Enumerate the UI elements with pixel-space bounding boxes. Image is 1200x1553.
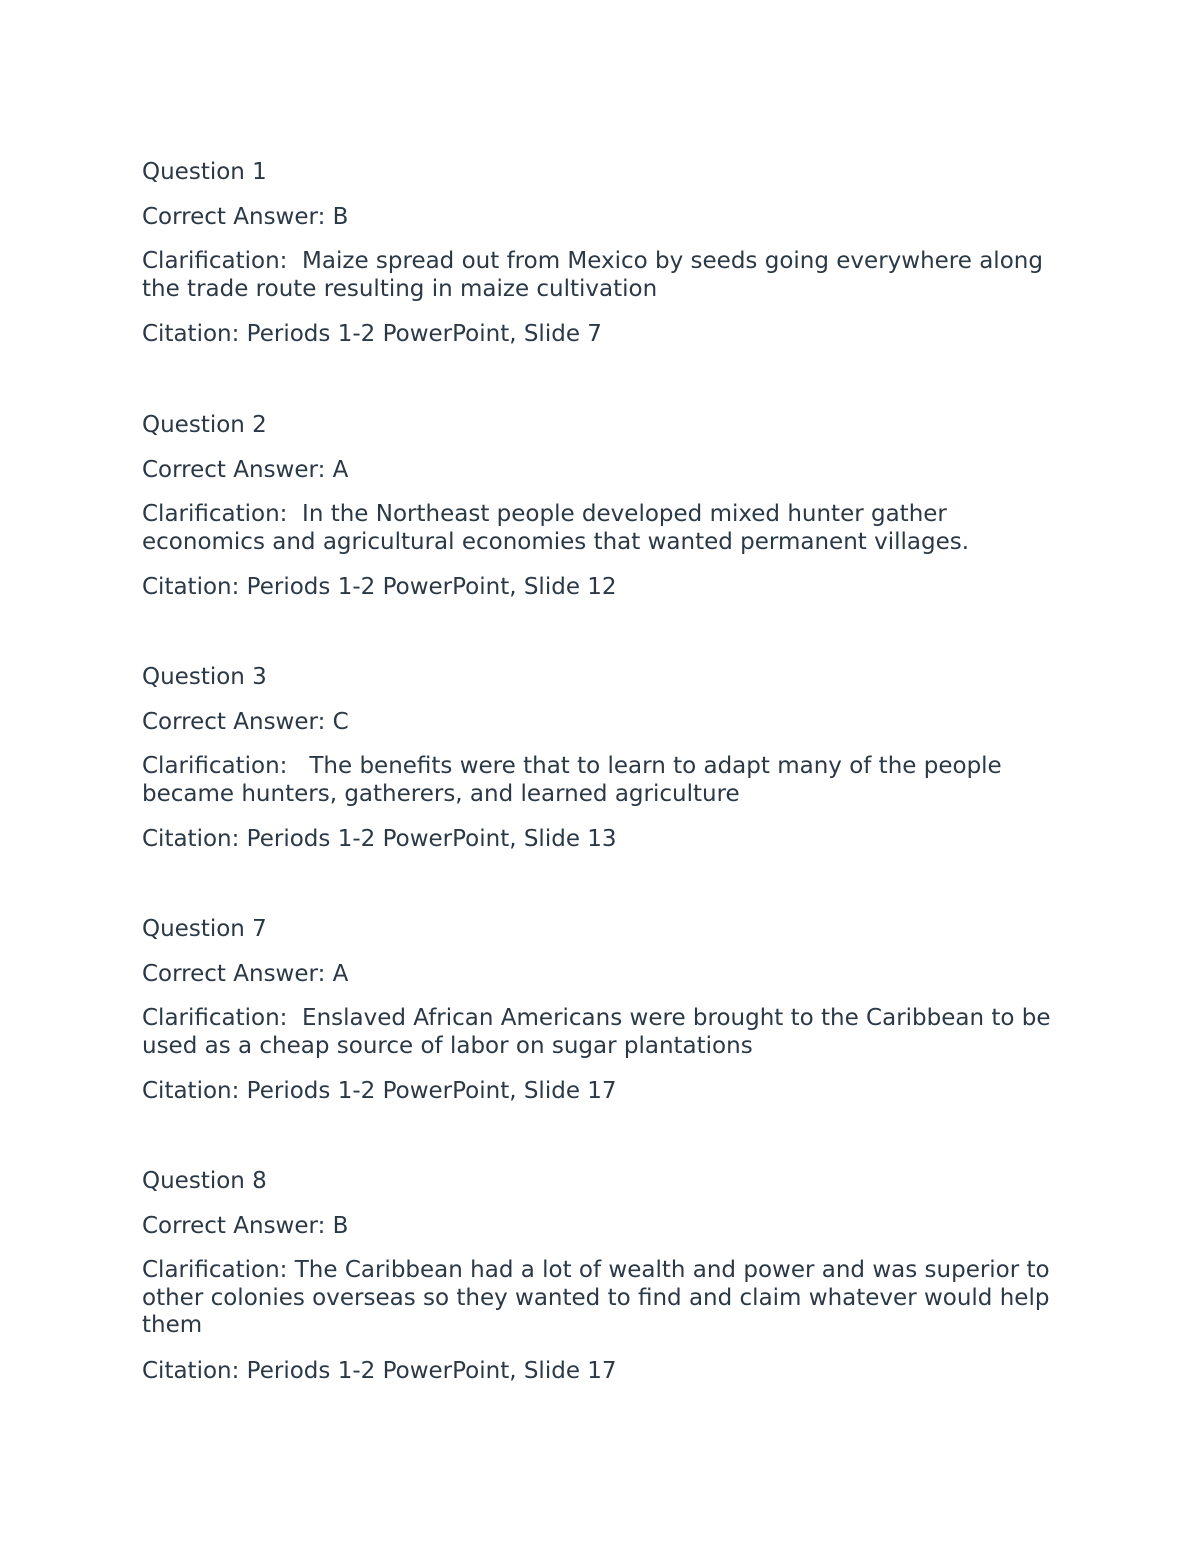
correct-answer: Correct Answer: B [142, 1213, 349, 1239]
correct-answer: Correct Answer: A [142, 457, 349, 483]
citation-text: Citation: Periods 1-2 PowerPoint, Slide 13 [142, 826, 617, 852]
clarification-text: Clarification: Maize spread out from Mexico by seeds going everywhere along the trade route resulting in maize cultivation [142, 248, 1051, 302]
clarification-text: Clarification: In the Northeast people developed mixed hunter gather economics and agricultural economies that wanted permanent villages. [142, 501, 970, 555]
citation-text: Citation: Periods 1-2 PowerPoint, Slide 12 [142, 574, 617, 600]
correct-answer: Correct Answer: C [142, 709, 349, 735]
question-heading: Question 8 [142, 1168, 267, 1194]
citation-text: Citation: Periods 1-2 PowerPoint, Slide 17 [142, 1078, 617, 1104]
clarification-text: Clarification: The Caribbean had a lot of wealth and power and was superior to other colonies overseas so they wanted to find and claim whatever would help them [142, 1257, 1057, 1338]
question-heading: Question 3 [142, 664, 267, 690]
clarification-text: Clarification: Enslaved African Americans were brought to the Caribbean to be used as a cheap source of labor on sugar plantations [142, 1005, 1058, 1059]
correct-answer: Correct Answer: A [142, 961, 349, 987]
question-heading: Question 2 [142, 412, 267, 438]
question-heading: Question 1 [142, 159, 267, 185]
correct-answer: Correct Answer: B [142, 204, 349, 230]
citation-text: Citation: Periods 1-2 PowerPoint, Slide 7 [142, 321, 602, 347]
clarification-text: Clarification: The benefits were that to learn to adapt many of the people became hunters, gatherers, and learned agriculture [142, 753, 1010, 807]
citation-text: Citation: Periods 1-2 PowerPoint, Slide 17 [142, 1358, 617, 1384]
question-heading: Question 7 [142, 916, 267, 942]
